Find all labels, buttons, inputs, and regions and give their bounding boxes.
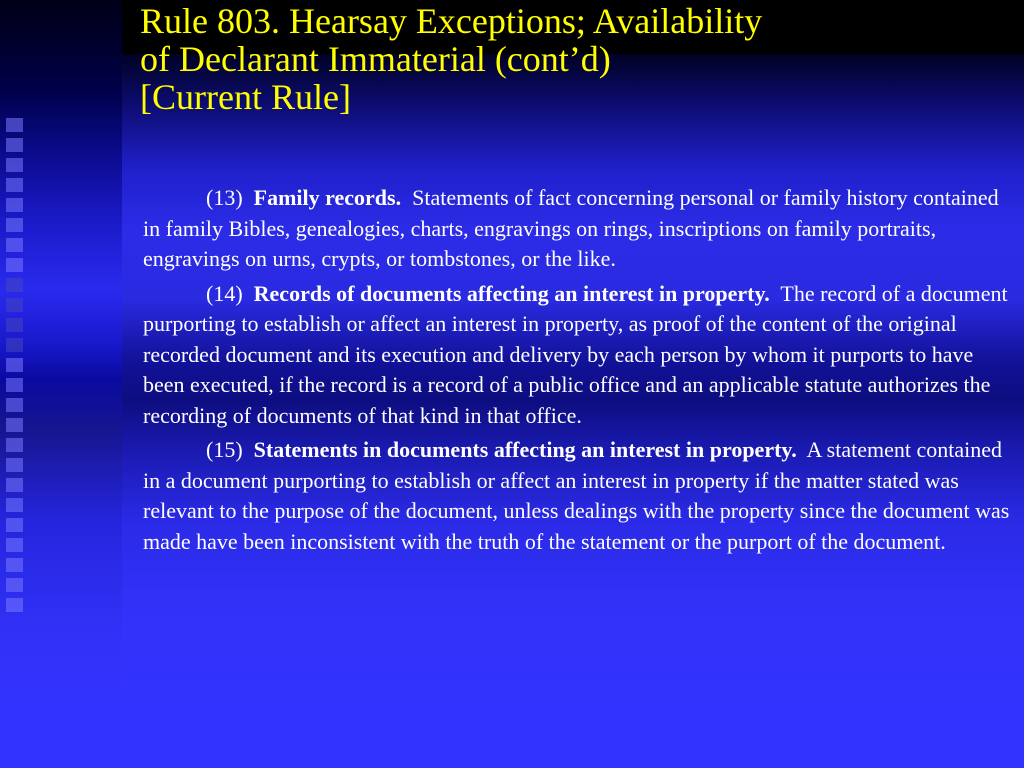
paragraph-number: (13) [206,185,243,210]
title-line-2: of Declarant Immaterial (cont’d) [140,39,611,79]
rule-paragraph-14 [143,279,1019,432]
paragraph-text: A statement contained in a document purporting to establish or affect an interest in property if the matter stated was relevant to the purpose of the document, unless dealings with the property since the document was made have been inconsistent with the truth of the statement or the purport of the document. [143,437,1010,554]
left-decorative-strip [0,0,122,768]
paragraph-number: (14) [206,280,243,306]
title-line-1: Rule 803. Hearsay Exceptions; Availability [140,1,763,41]
paragraph-heading: Family records. [253,185,402,210]
paragraph-text: The record of a document purporting to establish or affect an interest in property, as proof of the content of the original recorded document and its execution and delivery by each person by whom it purports to have been executed, if the record is a record of a public office and an applicable statute authorizes the recording of documents of that kind in that office. [143,280,1008,428]
rule-paragraph-13 [143,183,1019,275]
slide-body [143,183,1019,561]
slide-title [140,2,1010,116]
paragraph-heading: Records of documents affecting an interest in property. [253,280,770,306]
title-line-3: [Current Rule] [140,77,351,117]
paragraph-heading: Statements in documents affecting an interest in property. [253,437,797,462]
rule-paragraph-15 [143,435,1019,557]
decorative-squares [6,118,24,618]
paragraph-text: Statements of fact concerning personal or family history contained in family Bibles, genealogies, charts, engravings on rings, inscriptions on family portraits, engravings on urns, crypts, or tombstones, or the like. [143,185,999,271]
paragraph-number: (15) [206,437,243,462]
